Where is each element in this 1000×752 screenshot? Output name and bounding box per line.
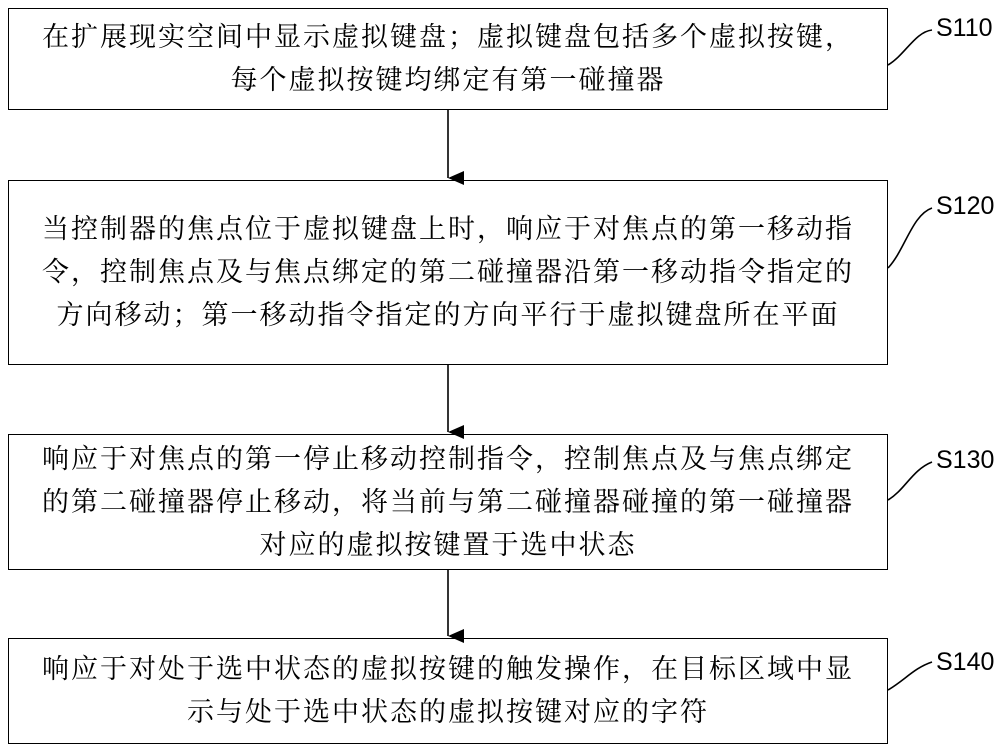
step-label-s110: S110 [936,14,993,42]
step-box-s120 [8,180,888,365]
step-box-s140 [8,638,888,744]
step-box-s130 [8,434,888,570]
step-text-s140: 响应于对处于选中状态的虚拟按键的触发操作，在目标区域中显示与处于选中状态的虚拟按键对应的字符 [42,654,854,728]
step-text-s110: 在扩展现实空间中显示虚拟键盘；虚拟键盘包括多个虚拟按键，每个虚拟按键均绑定有第一碰撞器 [42,22,854,96]
step-label-s140: S140 [936,648,995,676]
step-label-s120: S120 [936,192,995,220]
step-box-s110 [8,8,888,110]
step-label-s130: S130 [936,446,995,474]
leader-line-s140 [888,662,932,690]
leader-line-s120 [888,208,932,268]
leader-line-s110 [888,30,932,65]
leader-line-s130 [888,462,932,500]
step-text-s130: 响应于对焦点的第一停止移动控制指令，控制焦点及与焦点绑定的第二碰撞器停止移动，将当前与第二碰撞器碰撞的第一碰撞器对应的虚拟按键置于选中状态 [42,443,854,561]
step-text-s120: 当控制器的焦点位于虚拟键盘上时，响应于对焦点的第一移动指令，控制焦点及与焦点绑定的第二碰撞器沿第一移动指令指定的方向移动；第一移动指令指定的方向平行于虚拟键盘所在平面 [42,214,854,331]
